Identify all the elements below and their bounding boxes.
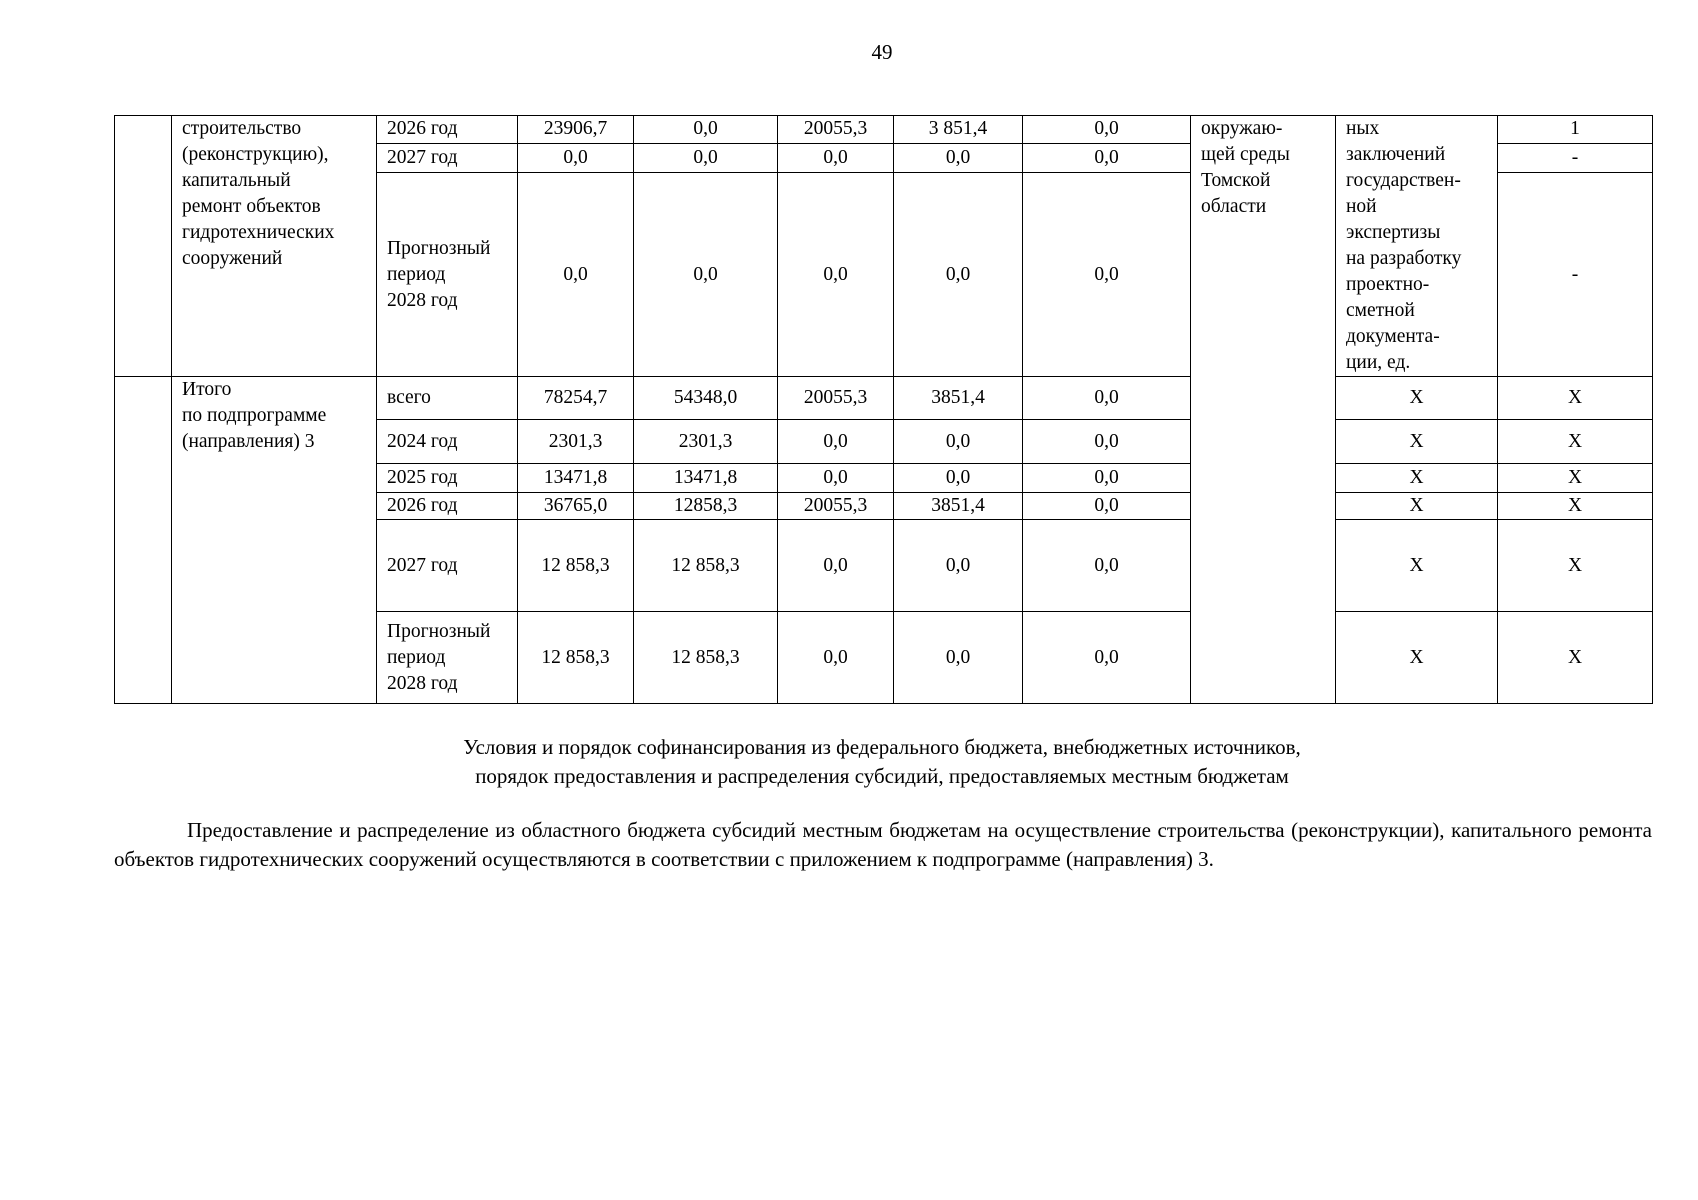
row-number-cell xyxy=(115,116,172,377)
value-cell: 0,0 xyxy=(1023,493,1191,520)
heading-line: порядок предоставления и распределения субсидий, предоставляемых местным бюджетам xyxy=(475,764,1289,788)
indicator-line: ной xyxy=(1346,196,1377,217)
value-cell: 0,0 xyxy=(1023,143,1191,173)
value-cell: 0,0 xyxy=(778,420,894,464)
value-cell: 54348,0 xyxy=(634,377,778,420)
period-cell xyxy=(377,173,518,377)
indicator-line: ции, ед. xyxy=(1346,352,1411,373)
value-cell: 0,0 xyxy=(894,143,1023,173)
responsible-line: области xyxy=(1201,196,1267,217)
indicator-line: заключений xyxy=(1346,144,1446,165)
value-cell: 0,0 xyxy=(1023,520,1191,612)
period-cell: всего xyxy=(377,377,518,420)
description-line: ремонт объектов xyxy=(182,196,321,217)
period-cell: 2027 год xyxy=(377,143,518,173)
description-line: строительство xyxy=(182,118,302,139)
value-cell: 0,0 xyxy=(894,612,1023,704)
value-cell: 2301,3 xyxy=(518,420,634,464)
value-cell: 0,0 xyxy=(1023,377,1191,420)
value-cell: 78254,7 xyxy=(518,377,634,420)
period-cell: 2026 год xyxy=(377,116,518,144)
x-mark-cell: X xyxy=(1336,377,1498,420)
value-cell: 0,0 xyxy=(894,173,1023,377)
period-cell: 2024 год xyxy=(377,420,518,464)
value-cell: 0,0 xyxy=(894,420,1023,464)
value-cell: 20055,3 xyxy=(778,377,894,420)
value-cell: 0,0 xyxy=(634,173,778,377)
description-cell xyxy=(172,116,377,377)
value-cell: 13471,8 xyxy=(634,464,778,493)
funding-table xyxy=(114,115,1653,704)
value-cell: 0,0 xyxy=(778,173,894,377)
indicator-line: экспертизы xyxy=(1346,222,1441,243)
value-cell: 0,0 xyxy=(778,520,894,612)
x-mark-cell: X xyxy=(1498,464,1653,493)
value-cell: 12 858,3 xyxy=(518,612,634,704)
indicator-line: документа- xyxy=(1346,326,1440,347)
period-line: Прогнозный xyxy=(387,620,491,642)
value-cell: 0,0 xyxy=(894,464,1023,493)
indicator-line: проектно- xyxy=(1346,274,1430,295)
value-cell: 12 858,3 xyxy=(518,520,634,612)
value-cell: 36765,0 xyxy=(518,493,634,520)
value-cell: 13471,8 xyxy=(518,464,634,493)
x-mark-cell: X xyxy=(1498,377,1653,420)
indicator-value-cell: - xyxy=(1498,143,1653,173)
value-cell: 3851,4 xyxy=(894,377,1023,420)
value-cell: 12 858,3 xyxy=(634,520,778,612)
period-line: Прогнозный xyxy=(387,237,491,259)
x-mark-cell: X xyxy=(1498,520,1653,612)
heading-line: Условия и порядок софинансирования из федерального бюджета, внебюджетных источников, xyxy=(463,735,1301,759)
value-cell: 20055,3 xyxy=(778,493,894,520)
value-cell: 0,0 xyxy=(778,612,894,704)
responsible-line: Томской xyxy=(1201,170,1271,191)
total-label-cell xyxy=(172,377,377,704)
x-mark-cell: X xyxy=(1336,612,1498,704)
period-cell: 2025 год xyxy=(377,464,518,493)
period-line: 2028 год xyxy=(387,289,458,311)
indicator-cell xyxy=(1336,116,1498,377)
description-line: сооружений xyxy=(182,248,283,269)
value-cell: 0,0 xyxy=(1023,612,1191,704)
value-cell: 2301,3 xyxy=(634,420,778,464)
description-line: гидротехнических xyxy=(182,222,335,243)
period-line: период xyxy=(387,263,446,285)
total-label-line: по подпрограмме xyxy=(182,405,327,426)
indicator-line: государствен- xyxy=(1346,170,1461,191)
period-cell: 2026 год xyxy=(377,493,518,520)
value-cell: 0,0 xyxy=(778,464,894,493)
page-number: 49 xyxy=(871,40,893,64)
responsible-line: окружаю- xyxy=(1201,118,1283,139)
indicator-line: на разработку xyxy=(1346,248,1462,269)
indicator-line: сметной xyxy=(1346,300,1415,321)
period-line: период xyxy=(387,646,446,668)
period-cell: 2027 год xyxy=(377,520,518,612)
value-cell: 0,0 xyxy=(894,520,1023,612)
value-cell: 12858,3 xyxy=(634,493,778,520)
value-cell: 0,0 xyxy=(634,116,778,144)
row-number-cell xyxy=(115,377,172,704)
period-cell xyxy=(377,612,518,704)
table-row xyxy=(115,116,1653,144)
description-line: (реконструкцию), xyxy=(182,144,329,165)
x-mark-cell: X xyxy=(1336,520,1498,612)
indicator-line: ных xyxy=(1346,118,1380,139)
value-cell: 0,0 xyxy=(1023,464,1191,493)
value-cell: 20055,3 xyxy=(778,116,894,144)
x-mark-cell: X xyxy=(1498,612,1653,704)
value-cell: 0,0 xyxy=(778,143,894,173)
table-row xyxy=(115,377,1653,420)
x-mark-cell: X xyxy=(1498,420,1653,464)
value-cell: 0,0 xyxy=(1023,420,1191,464)
value-cell: 0,0 xyxy=(634,143,778,173)
responsible-cell xyxy=(1191,116,1336,704)
total-label-line: (направления) 3 xyxy=(182,431,315,452)
description-line: капитальный xyxy=(182,170,291,191)
value-cell: 12 858,3 xyxy=(634,612,778,704)
indicator-value-cell: - xyxy=(1498,173,1653,377)
indicator-value-cell: 1 xyxy=(1498,116,1653,144)
x-mark-cell: X xyxy=(1336,493,1498,520)
value-cell: 0,0 xyxy=(1023,116,1191,144)
value-cell: 0,0 xyxy=(518,173,634,377)
body-paragraph: Предоставление и распределение из областного бюджета субсидий местным бюджетам на осуществление строительства (реконструкции), капитального ремонта объектов гидротехнических сооружений осуществляются в соответствии с приложением к подпрограмме (направления) 3. xyxy=(114,818,1652,871)
x-mark-cell: X xyxy=(1498,493,1653,520)
responsible-line: щей среды xyxy=(1201,144,1290,165)
period-line: 2028 год xyxy=(387,672,458,694)
value-cell: 23906,7 xyxy=(518,116,634,144)
value-cell: 0,0 xyxy=(1023,173,1191,377)
value-cell: 3851,4 xyxy=(894,493,1023,520)
total-label-line: Итого xyxy=(182,379,232,400)
value-cell: 0,0 xyxy=(518,143,634,173)
x-mark-cell: X xyxy=(1336,464,1498,493)
x-mark-cell: X xyxy=(1336,420,1498,464)
section-heading xyxy=(0,733,1698,791)
value-cell: 3 851,4 xyxy=(894,116,1023,144)
